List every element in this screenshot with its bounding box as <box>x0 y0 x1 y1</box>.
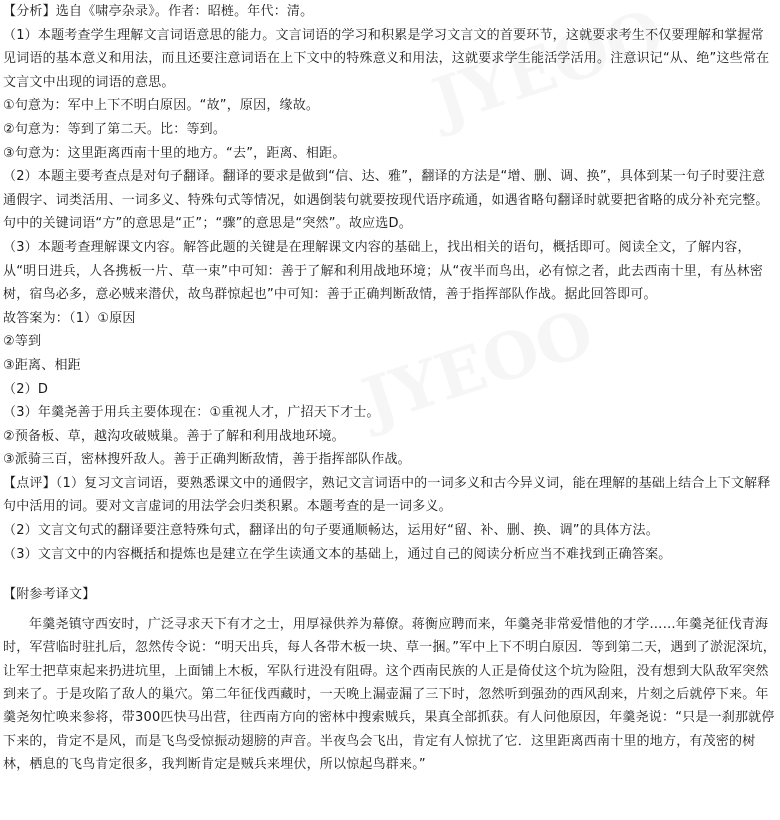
comment-p1: 【点评】（1）复习文言词语，要熟悉课文中的通假字，熟记文言词语中的一词多义和古今异义词，能在理解的基础上结合上下文解释句中活用的词。要对文言虚词的用法学会归类积累。本题考查的是一词多义。 <box>3 475 771 515</box>
analysis-q1-intro: （1）本题考查学生理解文言词语意思的能力。文言词语的学习和积累是学习文言文的首要环节，这就要求考生不仅要理解和掌握常见词语的基本意义和用法，而且还要注意词语在上下文中的特殊意义和用法，这就要求学生能活学活用。注意识记“从、绝”这些常在文言文中出现的词语的意思。 <box>3 27 770 90</box>
answer-line: （2）D <box>3 381 49 397</box>
analysis-q1-item: ①句意为：军中上下不明白原因。“故”，原因，缘故。 <box>3 98 320 114</box>
translation-body: 年羹尧镇守西安时，广泛寻求天下有才之士，用厚禄供养为幕僚。蒋衡应聘而来，年羹尧非常爱惜他的才学……年羹尧征伐青海时，军营临时驻扎后，忽然传令说：“明天出兵，每人各带木板一块、草一捆。”军中上下不明白原因．等到第二天，遇到了淤泥深坑，让军士把草束起来扔进坑里，上面铺上木板，军队行进没有阻碍。这个西南民族的人正是倚仗这个坑为险阻，没有想到大队敌军突然到来了。于是攻陷了敌人的巢穴。第二年征伐西藏时，一天晚上漏壶漏了三下时，忽然听到强劲的西风刮来，片刻之后就停下来。年羹尧匆忙唤来参将，带300匹快马出营，往西南方向的密林中搜索贼兵，果真全部抓获。有人问他原因，年羹尧说：“只是一刹那就停下来的，肯定不是风，而是飞鸟受惊振动翅膀的声音。半夜鸟会飞出，肯定有人惊扰了它．这里距离西南十里的地方，有茂密的树林，栖息的飞鸟肯定很多，我判断肯定是贼兵来埋伏，所以惊起鸟群来。” <box>3 616 776 773</box>
analysis-q2: （2）本题主要考查点是对句子翻译。翻译的要求是做到“信、达、雅”，翻译的方法是“增、删、调、换”，具体到某一句子时要注意通假字、词类活用、一词多义、特殊句式等情况，如遇倒装句就要按现代语序疏通，如遇省略句翻译时就要把省略的成分补充完整。句中的关键词语“方”的意思是“正”；“骤”的意思是“突然”。故应选D。 <box>3 169 769 232</box>
answer-line: ③派骑三百，密林搜歼敌人。善于正确判断敌情，善于指挥部队作战。 <box>3 452 411 468</box>
comment-p3: （3）文言文中的内容概括和提炼也是建立在学生读通文本的基础上，通过自己的阅读分析应当不难找到正确答案。 <box>3 546 672 562</box>
answer-line: ②预备板、草，越沟攻破贼巢。善于了解和利用战地环境。 <box>3 428 345 444</box>
analysis-q1-item: ③句意为：这里距离西南十里的地方。“去”，距离、相距。 <box>3 145 346 161</box>
analysis-header: 【分析】选自《啸亭杂录》。作者：昭梿。年代：清。 <box>3 4 314 19</box>
answer-line: ③距离、相距 <box>3 357 81 373</box>
section-spacer <box>3 566 777 583</box>
analysis-q1-item: ②句意为：等到了第二天。比：等到。 <box>3 121 227 137</box>
comment-p2: （2）文言文句式的翻译要注意特殊句式，翻译出的句子要通顺畅达，运用好“留、补、删、换、调”的具体方法。 <box>3 523 659 539</box>
answer-line: ②等到 <box>3 334 42 350</box>
translation-header: 【附参考译文】 <box>3 587 96 603</box>
analysis-q3: （3）本题考查理解课文内容。解答此题的关键是在理解课文内容的基础上，找出相关的语句，概括即可。阅读全文，了解内容，从“明日进兵，人各携板一片、草一束”中可知：善于了解和利用战地环境；从“夜半而鸟出，必有惊之者，此去西南十里，有丛林密树，宿鸟必多，意必贼来潜伏，故鸟群惊起也”中可知：善于正确判断敌情，善于指挥部队作战。据此回答即可。 <box>3 239 764 303</box>
answer-line: （3）年羹尧善于用兵主要体现在：①重视人才，广招天下才士。 <box>3 405 380 421</box>
answer-line: 故答案为：（1）①原因 <box>3 310 136 326</box>
solution-document <box>3 0 777 777</box>
